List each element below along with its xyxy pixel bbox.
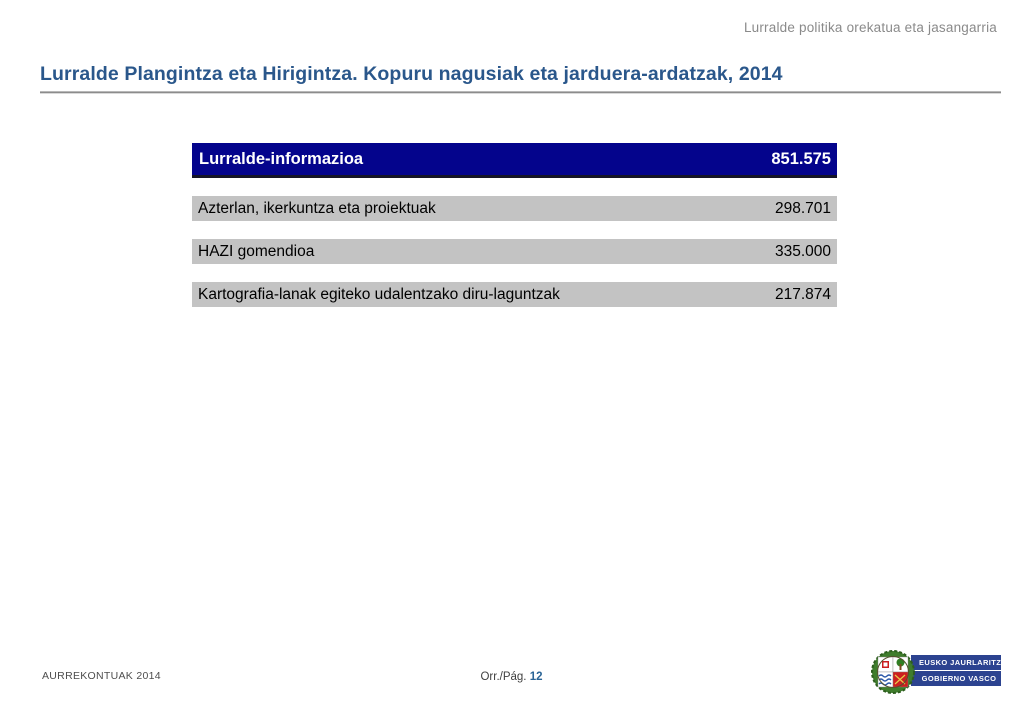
logo-text-line2: GOBIERNO VASCO [911, 671, 1001, 686]
basque-government-logo [869, 648, 1008, 696]
table-row [192, 282, 837, 307]
page-title: Lurralde Plangintza eta Hirigintza. Kopuru nagusiak eta jarduera-ardatzak, 2014 [40, 63, 783, 85]
table-header-row [192, 143, 837, 178]
page-number: 12 [529, 671, 543, 683]
table-row [192, 196, 837, 221]
table-row-value: 217.874 [774, 285, 831, 303]
coat-of-arms-icon [869, 648, 917, 696]
page-label: Orr./Pág. [480, 671, 527, 683]
table-header-value: 851.575 [771, 149, 831, 168]
budget-table [192, 143, 837, 307]
logo-text-bars [911, 655, 1008, 686]
table-row-label: Kartografia-lanak egiteko udalentzako diru-laguntzak [198, 285, 560, 303]
table-header-label: Lurralde-informazioa [199, 149, 364, 168]
slide-header-tagline: Lurralde politika orekatua eta jasangarria [743, 20, 997, 35]
title-divider [40, 91, 1001, 94]
table-row-value: 298.701 [774, 199, 831, 217]
table-row-value: 335.000 [774, 242, 831, 260]
logo-text-line1: EUSKO JAURLARITZA [911, 655, 1001, 670]
table-row-label: Azterlan, ikerkuntza eta proiektuak [198, 199, 436, 217]
table-row [192, 239, 837, 264]
table-row-label: HAZI gomendioa [198, 242, 315, 260]
footer-document-label: AURREKONTUAK 2014 [42, 670, 161, 682]
